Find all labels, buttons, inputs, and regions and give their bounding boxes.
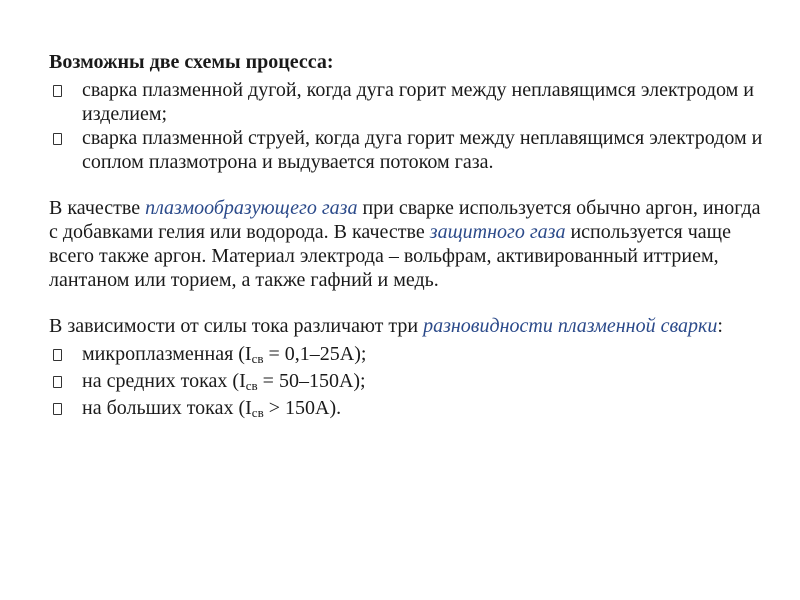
square-bullet-icon xyxy=(53,376,62,388)
variety-subscript: св xyxy=(251,405,264,420)
square-bullet-icon xyxy=(53,403,62,415)
varieties-paragraph xyxy=(49,314,769,338)
scheme-text: сварка плазменной струей, когда дуга горит между неплавящимся электродом и соплом плазмотрона и выдувается потоком газа. xyxy=(82,127,763,173)
schemes-heading: Возможны две схемы процесса: xyxy=(49,51,334,73)
paragraph-text: В зависимости от силы тока различают три xyxy=(49,315,424,337)
list-item xyxy=(49,78,769,126)
square-bullet-icon xyxy=(53,349,62,361)
list-item xyxy=(49,369,769,393)
variety-subscript: св xyxy=(245,378,258,393)
term-plasma-gas: плазмообразующего газа xyxy=(145,197,358,219)
term-varieties: разновидности плазменной сварки xyxy=(423,315,718,337)
varieties-list xyxy=(49,342,769,420)
gas-paragraph xyxy=(49,196,769,292)
paragraph-text: В качестве xyxy=(49,197,146,219)
variety-suffix: = 0,1–25А); xyxy=(263,343,367,365)
list-item xyxy=(49,396,769,420)
list-item xyxy=(49,126,769,174)
term-shielding-gas: защитного газа xyxy=(429,221,566,243)
variety-prefix: на средних токах (I xyxy=(82,370,246,392)
paragraph-text: используется чаще всего также аргон. Материал электрода – вольфрам, активированный иттрием, лантаном или торием, а также гафний и медь. xyxy=(49,221,731,291)
list-item xyxy=(49,342,769,366)
square-bullet-icon xyxy=(53,133,62,145)
variety-suffix: = 50–150А); xyxy=(257,370,366,392)
slide-content xyxy=(49,50,769,423)
paragraph-text: при сварке используется обычно аргон, иногда с добавками гелия или водорода. В качестве xyxy=(49,197,761,243)
scheme-text: сварка плазменной дугой, когда дуга горит между неплавящимся электродом и изделием; xyxy=(82,79,754,125)
schemes-list xyxy=(49,78,769,174)
paragraph-text: : xyxy=(717,315,723,337)
variety-prefix: микроплазменная (I xyxy=(82,343,252,365)
variety-subscript: св xyxy=(251,351,264,366)
variety-suffix: > 150А). xyxy=(263,397,342,419)
variety-prefix: на больших токах (I xyxy=(82,397,252,419)
square-bullet-icon xyxy=(53,85,62,97)
